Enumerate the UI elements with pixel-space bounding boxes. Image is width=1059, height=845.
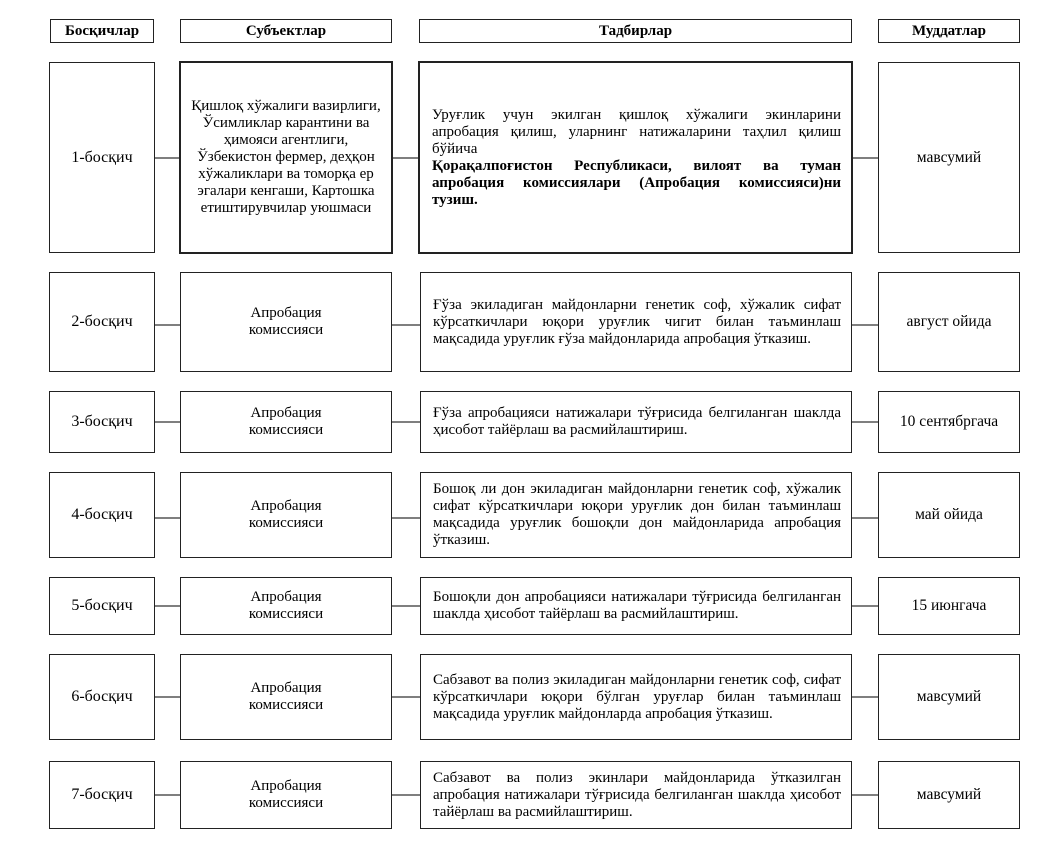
subject-7-box: Апробация комиссияси (180, 761, 392, 829)
deadline-3-box: 10 сентябргача (878, 391, 1020, 453)
subject-3-box: Апробация комиссияси (180, 391, 392, 453)
action-2-text: Ғўза экиладиган майдонларни генетик соф, хўжалик сифат кўрсаткичлари юқори уруғлик чигит билан таъминлаш мақсадида уруғлик ғўза майдонларида апробация ўтказиш. (433, 296, 841, 347)
action-4-box (420, 472, 852, 558)
action-1-bold-text: Қорақалпоғистон Республикаси, вилоят ва туман апробация комиссиялари (Апробация комиссияси)ни тузиш. (432, 157, 841, 208)
action-1-box (418, 61, 853, 254)
action-5-text: Бошоқли дон апробацияси натижалари тўғрисида белгиланган шаклда ҳисобот тайёрлаш ва расмийлаштириш. (433, 589, 841, 622)
action-6-text: Сабзавот ва полиз экиладиган майдонларни генетик соф, сифат кўрсаткичлари юқори бўлган уруғлар билан таъминлаш мақсадида уруғлик майдонларда апробация ўтказиш. (433, 671, 841, 722)
stage-7-box: 7-босқич (49, 761, 155, 829)
action-7-box (420, 761, 852, 829)
subject-5-box: Апробация комиссияси (180, 577, 392, 635)
action-3-text: Ғўза апробацияси натижалари тўғрисида белгиланган шаклда ҳисобот тайёрлаш ва расмийлаштириш. (433, 405, 841, 438)
action-7-text: Сабзавот ва полиз экинлари майдонларида ўтказилган апробация натижалари тўғрисида белгиланган шаклда ҳисобот тайёрлаш ва расмийлаштириш. (433, 769, 841, 820)
header-actions: Тадбирлар (419, 19, 852, 43)
stage-1-box: 1-босқич (49, 62, 155, 253)
action-6-box (420, 654, 852, 740)
deadline-2-box: август ойида (878, 272, 1020, 372)
stage-5-box: 5-босқич (49, 577, 155, 635)
header-stages: Босқичлар (50, 19, 154, 43)
subject-2-box: Апробация комиссияси (180, 272, 392, 372)
stage-4-box: 4-босқич (49, 472, 155, 558)
subject-4-box: Апробация комиссияси (180, 472, 392, 558)
deadline-7-box: мавсумий (878, 761, 1020, 829)
stage-6-box: 6-босқич (49, 654, 155, 740)
subject-6-box: Апробация комиссияси (180, 654, 392, 740)
deadline-6-box: мавсумий (878, 654, 1020, 740)
subject-1-box: Қишлоқ хўжалиги вазирлиги, Ўсимликлар карантини ва ҳимояси агентлиги, Ўзбекистон фермер, деҳқон хўжаликлари ва томорқа ер эгалари кенгаши, Картошка етиштирувчилар уюшмаси (179, 61, 393, 254)
deadline-4-box: май ойида (878, 472, 1020, 558)
action-1-text: Уруғлик учун экилган қишлоқ хўжалиги экинларини апробация қилиш, уларнинг натижаларини таҳлил қилиш бўйича (432, 106, 841, 157)
action-3-box (420, 391, 852, 453)
stage-2-box: 2-босқич (49, 272, 155, 372)
deadline-1-box: мавсумий (878, 62, 1020, 253)
deadline-5-box: 15 июнгача (878, 577, 1020, 635)
header-deadlines: Муддатлар (878, 19, 1020, 43)
action-5-box (420, 577, 852, 635)
header-subjects: Субъектлар (180, 19, 392, 43)
stage-3-box: 3-босқич (49, 391, 155, 453)
action-4-text: Бошоқ ли дон экиладиган майдонларни генетик соф, хўжалик сифат кўрсаткичлари юқори уруғлик дон билан таъминлаш мақсадида уруғлик бошоқли дон майдонларида апробация ўтказиш. (433, 481, 841, 548)
action-2-box (420, 272, 852, 372)
